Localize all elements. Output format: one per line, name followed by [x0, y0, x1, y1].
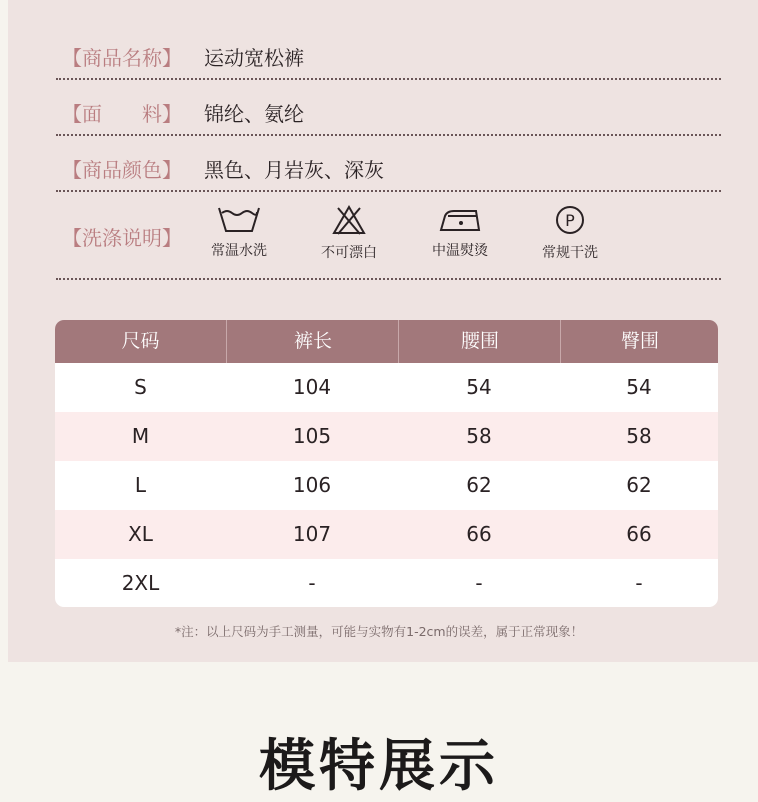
cell-length: 107 — [292, 522, 332, 546]
fabric-value: 锦纶、氨纶 — [204, 102, 304, 126]
dry-clean-p-icon — [554, 204, 586, 236]
product-info-panel — [8, 0, 758, 662]
cell-waist: - — [475, 571, 483, 595]
cell-hip: 54 — [626, 375, 652, 399]
cell-hip: 62 — [626, 473, 652, 497]
wash-instructions-row — [56, 202, 721, 280]
measurement-note: *注：以上尺码为手工测量，可能与实物有1-2cm的误差，属于正常现象！ — [174, 624, 584, 639]
color-row — [56, 146, 721, 192]
hand-wash-icon — [216, 204, 262, 234]
color-key: 【商品颜色】 — [62, 158, 182, 182]
fabric-row — [56, 90, 721, 136]
care-label-iron: 中温熨烫 — [432, 243, 488, 259]
cell-length: 105 — [292, 424, 332, 448]
product-name-value: 运动宽松裤 — [204, 46, 304, 70]
model-showcase-title: 模特展示 — [259, 734, 499, 799]
cell-waist: 54 — [466, 375, 492, 399]
header-hip: 臀围 — [560, 320, 718, 363]
care-label-no-bleach: 不可漂白 — [321, 245, 377, 261]
table-row — [55, 510, 718, 559]
cell-hip: 66 — [626, 522, 652, 546]
product-name-row — [56, 34, 721, 80]
size-table — [55, 320, 718, 607]
care-item-iron — [415, 204, 505, 260]
iron-medium-icon — [436, 204, 484, 234]
size-table-header — [55, 320, 718, 363]
care-label-hand-wash: 常温水洗 — [211, 243, 267, 259]
cell-size: 2XL — [121, 571, 160, 595]
table-row — [55, 412, 718, 461]
color-value: 黑色、月岩灰、深灰 — [204, 158, 384, 182]
cell-size: M — [131, 424, 150, 448]
cell-size: S — [134, 375, 147, 399]
cell-size: L — [134, 473, 147, 497]
wash-key: 【洗涤说明】 — [62, 226, 182, 250]
no-bleach-icon — [329, 204, 369, 236]
care-label-dry-clean: 常规干洗 — [542, 245, 598, 261]
dry-clean-glyph: P — [565, 211, 575, 230]
cell-waist: 58 — [466, 424, 492, 448]
cell-hip: 58 — [626, 424, 652, 448]
cell-length: - — [308, 571, 316, 595]
table-row — [55, 461, 718, 510]
table-row — [55, 559, 718, 607]
cell-waist: 62 — [466, 473, 492, 497]
cell-size: XL — [128, 522, 153, 546]
header-length: 裤长 — [226, 320, 399, 363]
header-waist: 腰围 — [398, 320, 561, 363]
care-item-dry-clean — [525, 204, 615, 262]
cell-hip: - — [635, 571, 643, 595]
cell-waist: 66 — [466, 522, 492, 546]
product-name-key: 【商品名称】 — [62, 46, 182, 70]
care-item-hand-wash — [194, 204, 284, 260]
table-row — [55, 363, 718, 412]
care-item-no-bleach — [304, 204, 394, 262]
cell-length: 104 — [292, 375, 332, 399]
header-size: 尺码 — [121, 330, 160, 352]
fabric-key: 【面 料】 — [62, 102, 182, 126]
cell-length: 106 — [292, 473, 332, 497]
